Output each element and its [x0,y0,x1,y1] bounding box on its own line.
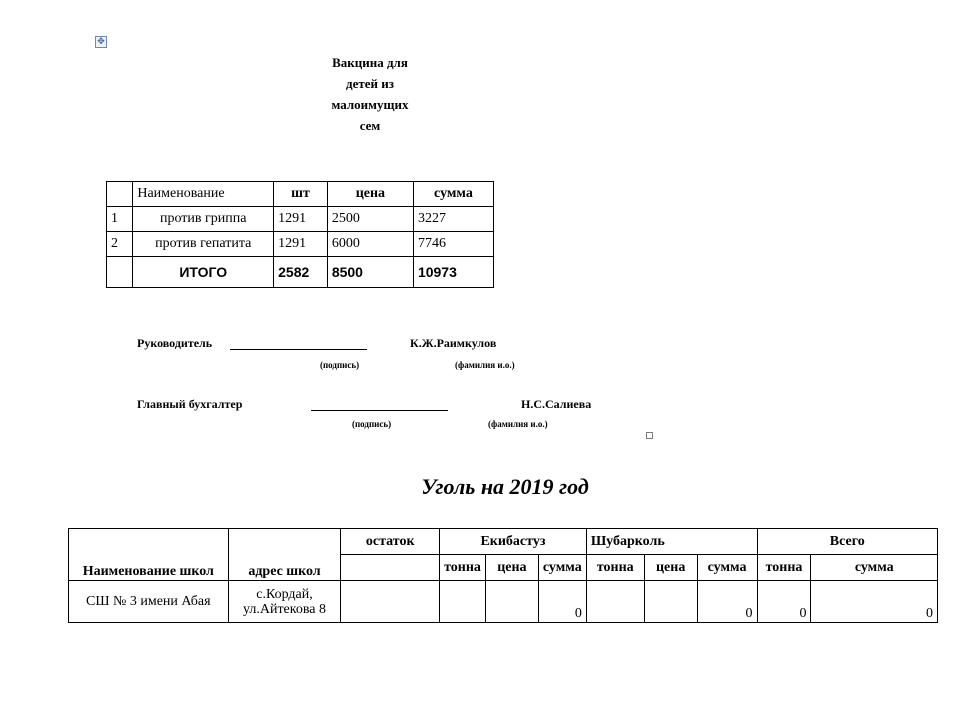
row-price: 6000 [327,232,413,257]
row-address-line: ул.Айтекова 8 [242,601,327,617]
header-school-name: Наименование школ [69,529,229,581]
row-num: 1 [107,207,133,232]
table-row [69,581,938,623]
header-name: Наименование [133,182,274,207]
row-address-line: с.Кордай, [256,586,313,602]
vaccine-title-line: Вакцина для [332,55,408,70]
row-school: СШ № 3 имени Абая [69,581,229,623]
header-total-ton: тонна [757,555,811,581]
total-label: ИТОГО [133,257,274,288]
header-ekibastuz-sum: сумма [538,555,586,581]
header-ekibastuz-ton: тонна [440,555,486,581]
header-price: цена [327,182,413,207]
vaccine-total-row [107,257,494,288]
header-remainder-sub [341,555,440,581]
accountant-signature-line [311,410,448,411]
total-num-empty [107,257,133,288]
header-total: Всего [757,529,937,555]
row-sum: 7746 [413,232,493,257]
accountant-name-hint: (фамилия и.о.) [488,419,548,429]
head-name-hint: (фамилия и.о.) [455,360,515,370]
row-shubarkol-price [644,581,697,623]
row-name: против гепатита [133,232,274,257]
row-num: 2 [107,232,133,257]
header-num [107,182,133,207]
vaccine-title-line: детей из [346,76,394,91]
row-ekibastuz-price [485,581,538,623]
header-ekibastuz: Екибастуз [440,529,587,555]
row-sum: 3227 [413,207,493,232]
row-remainder [341,581,440,623]
row-address [228,581,341,623]
table-move-handle-icon[interactable]: ✥ [95,36,107,48]
coal-header-row-1 [69,529,938,555]
paragraph-mark-icon [646,432,653,439]
header-school-address: адрес школ [228,529,341,581]
header-shubarkol-price: цена [644,555,697,581]
total-qty: 2582 [274,257,328,288]
row-price: 2500 [327,207,413,232]
coal-table [68,528,938,623]
total-sum: 10973 [413,257,493,288]
row-total-sum: 0 [811,581,938,623]
head-role: Руководитель [137,336,213,350]
header-shubarkol-sum: сумма [697,555,757,581]
head-sign-hint: (подпись) [320,360,360,370]
row-shubarkol-ton [586,581,644,623]
accountant-name: Н.С.Салиева [521,397,592,411]
header-sum: сумма [413,182,493,207]
header-ekibastuz-price: цена [485,555,538,581]
row-ekibastuz-ton [440,581,486,623]
header-qty: шт [274,182,328,207]
row-name: против гриппа [133,207,274,232]
header-remainder: остаток [341,529,440,555]
row-qty: 1291 [274,232,328,257]
accountant-sign-hint: (подпись) [352,419,392,429]
row-total-ton: 0 [757,581,811,623]
total-price: 8500 [327,257,413,288]
head-name: К.Ж.Раимкулов [410,336,497,350]
table-row [107,207,494,232]
vaccine-table [106,181,494,288]
accountant-role: Главный бухгалтер [137,397,243,411]
header-shubarkol: Шубарколь [586,529,757,555]
row-ekibastuz-sum: 0 [538,581,586,623]
coal-title: Уголь на 2019 год [421,474,589,499]
vaccine-title-line: сем [359,118,381,133]
header-shubarkol-ton: тонна [586,555,644,581]
table-row [107,232,494,257]
row-qty: 1291 [274,207,328,232]
head-signature-line [230,349,367,350]
header-total-sum: сумма [811,555,938,581]
vaccine-title [318,52,422,136]
vaccine-header-row [107,182,494,207]
row-shubarkol-sum: 0 [697,581,757,623]
vaccine-title-line: малоимущих [331,97,409,112]
